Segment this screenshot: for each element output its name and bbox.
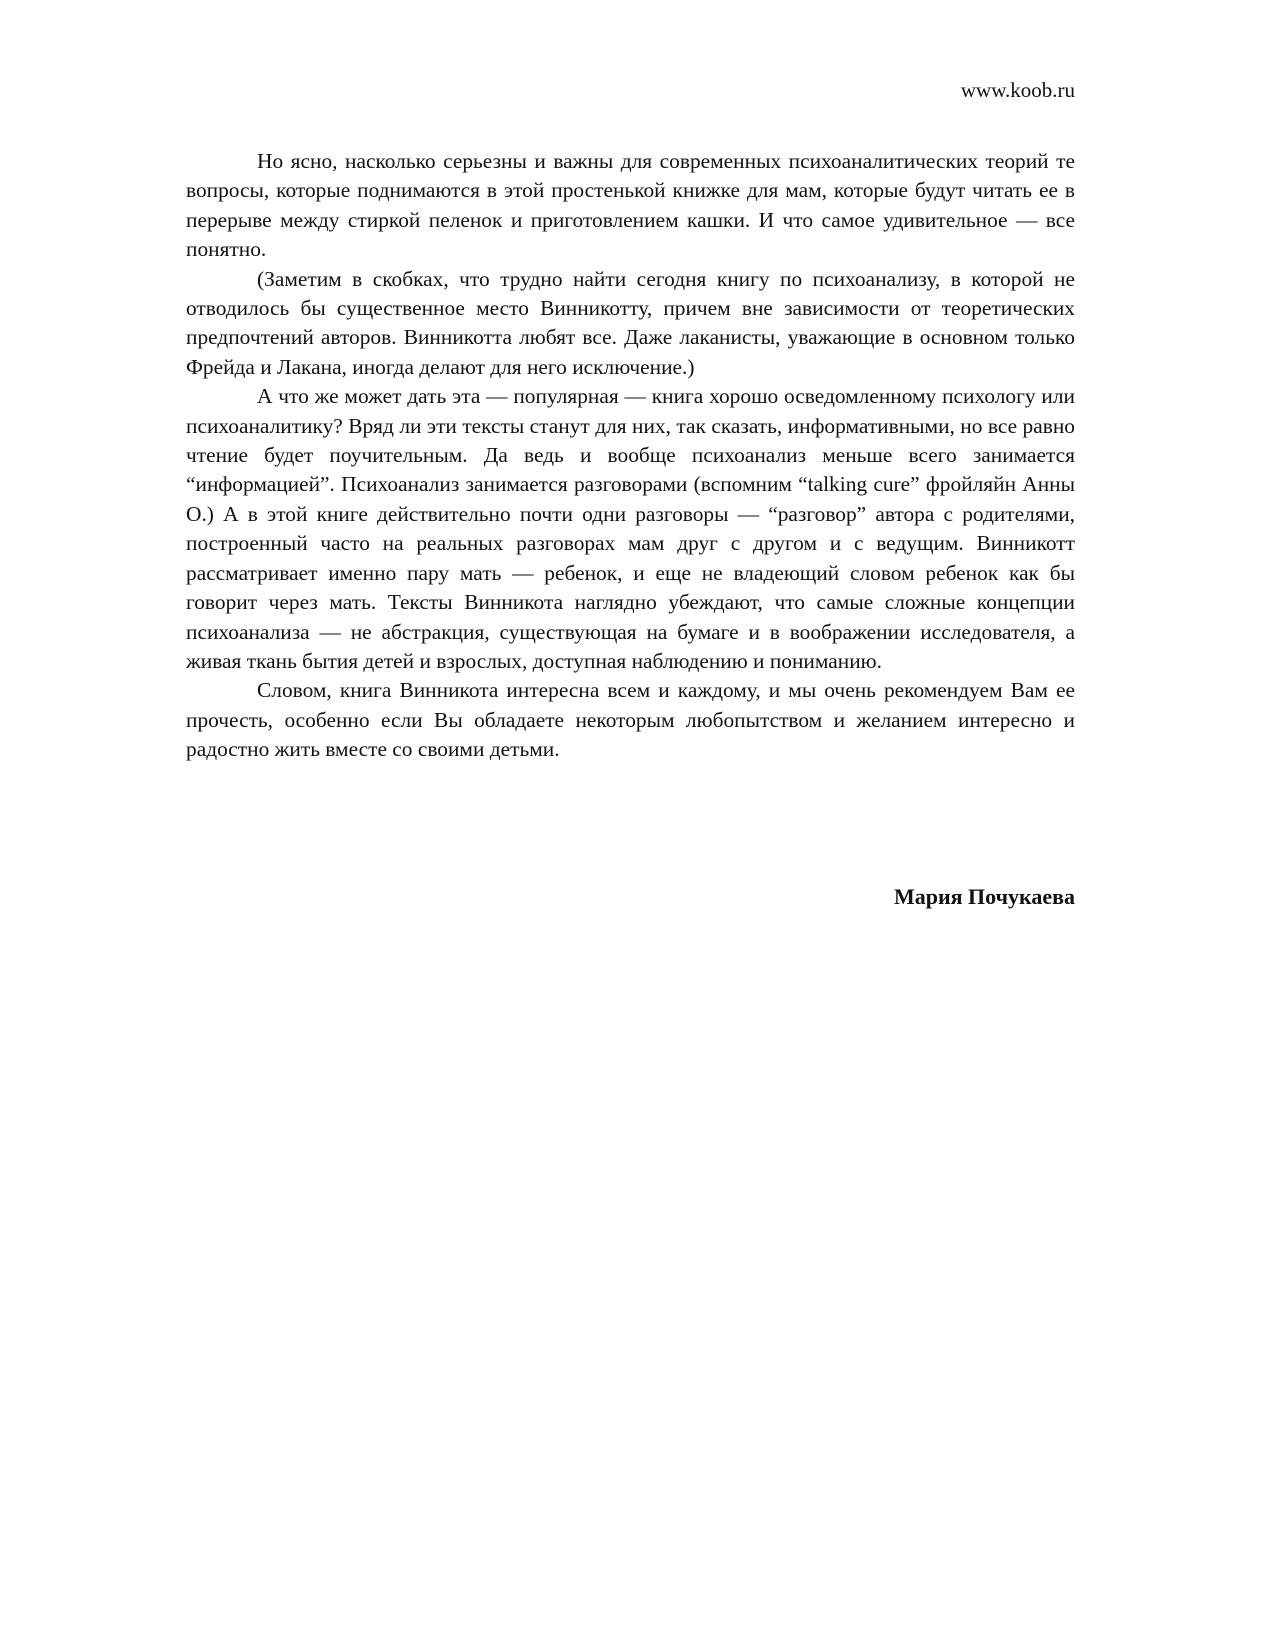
paragraph: Словом, книга Винникота интересна всем и каждому, и мы очень рекомендуем Вам ее прочесть, особенно если Вы обладаете некоторым любопытством и желанием интересно и радостно жить вместе со своими детьми. [186,678,1075,762]
header-url: www.koob.ru [960,78,1075,102]
body-text [186,147,1075,765]
paragraph: (Заметим в скобках, что трудно найти сегодня книгу по психоанализу, в которой не отводилось бы существенное место Винникотту, причем вне зависимости от теоретических предпочтений авторов. Винникотта любят все. Даже лаканисты, уважающие в основном только Фрейда и Лакана, иногда делают для него исключение.) [186,266,1075,379]
paragraph: Но ясно, насколько серьезны и важны для современных психоаналитических теорий те вопросы, которые поднимаются в этой простенькой книжке для мам, которые будут читать ее в перерыве между стиркой пеленок и приготовлением кашки. И что самое удивительное — все понятно. [186,149,1075,262]
paragraph: А что же может дать эта — популярная — книга хорошо осведомленному психологу или психоаналитику? Вряд ли эти тексты станут для них, так сказать, информативными, но все равно чтение будет поучительным. Да ведь и вообще психоанализ меньше всего занимается “информацией”. Психоанализ занимается разговорами (вспомним “talking cure” фройляйн Анны О.) А в этой книге действительно почти одни разговоры — “разговор” автора с родителями, построенный часто на реальных разговорах мам друг с другом и с ведущим. Винникотт рассматривает именно пару мать — ребенок, и еще не владеющий словом ребенок как бы говорит через мать. Тексты Винникота наглядно убеждают, что самые сложные концепции психоанализа — не абстракция, существующая на бумаге и в воображении исследователя, а живая ткань бытия детей и взрослых, доступная наблюдению и пониманию. [186,384,1075,673]
author-signature: Мария Почукаева [893,884,1075,909]
